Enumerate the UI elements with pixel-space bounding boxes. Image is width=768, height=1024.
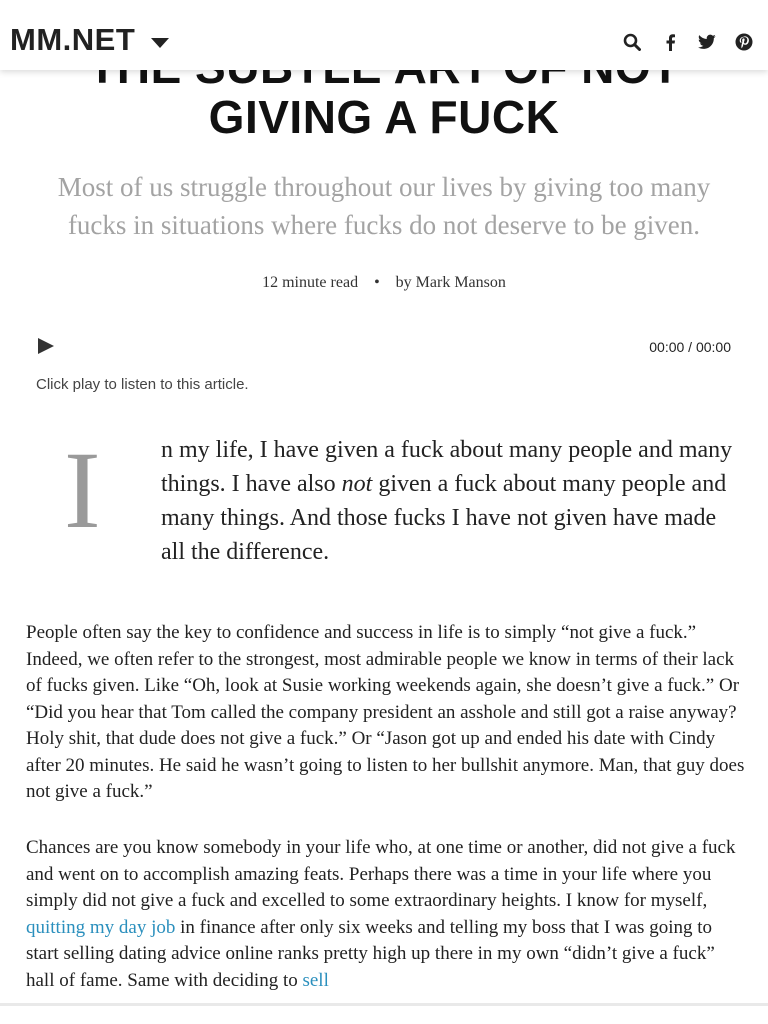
drop-cap: I — [64, 429, 101, 551]
meta-separator-dot: • — [374, 274, 380, 291]
site-header — [0, 0, 768, 70]
bottom-divider — [0, 1003, 768, 1006]
para2-text-2: in finance after only six weeks and telling my boss that I was going to start selling dating advice online ranks pretty high up there in my own “didn’t give a fuck” hall of fame. Same with deciding to — [26, 916, 715, 991]
link-quitting-my-day-job[interactable]: quitting my day job — [26, 916, 176, 938]
article-meta — [0, 274, 768, 292]
lead-text-2: given a fuck about many people and many things. And those fucks I have not given have made all the difference. — [161, 471, 727, 565]
lead-text-1: n my life, I have given a fuck about many people and many things. I have also — [161, 437, 733, 497]
search-icon[interactable] — [621, 31, 643, 53]
lead-paragraph — [161, 433, 741, 569]
player-hint: Click play to listen to this article. — [36, 376, 249, 393]
link-sell[interactable]: sell — [302, 969, 329, 991]
lead-emphasis: not — [341, 471, 373, 497]
read-time: 12 minute read — [262, 274, 359, 291]
play-icon[interactable] — [38, 338, 54, 354]
article-subtitle: Most of us struggle throughout our lives by giving too many fucks in situations where fucks do not deserve to be given. — [57, 172, 711, 240]
chevron-down-icon[interactable] — [151, 38, 169, 48]
pinterest-icon[interactable] — [733, 31, 755, 53]
facebook-icon[interactable] — [659, 31, 681, 53]
twitter-icon[interactable] — [696, 31, 718, 53]
player-time: 00:00 / 00:00 — [649, 339, 731, 355]
author-byline[interactable]: by Mark Manson — [395, 274, 506, 291]
body-paragraph-1: People often say the key to confidence and success in life is to simply “not give a fuck.” Indeed, we often refer to the strongest, most admirable people we know in terms of their lack of fucks given. Like “Oh, look at Susie working weekends again, she doesn’t give a fuck.” Or “Did you hear that Tom called the company president an asshole and still got a raise anyway? Holy shit, that dude does not give a fuck.” Or “Jason got up and ended his date with Cindy after 20 minutes. He said he wasn’t going to listen to her bullshit anymore. Man, that guy does not give a fuck.” — [26, 622, 745, 802]
article-title-line-2: GIVING A FUCK — [208, 91, 560, 143]
body-paragraph-2 — [26, 835, 746, 994]
site-logo[interactable]: MM.NET — [10, 22, 136, 57]
para2-text-1: Chances are you know somebody in your life who, at one time or another, did not give a fuck and went on to accomplish amazing feats. Perhaps there was a time in your life where you simply did not give a fuck and excelled to some extraordinary heights. I know for myself, — [26, 837, 736, 911]
